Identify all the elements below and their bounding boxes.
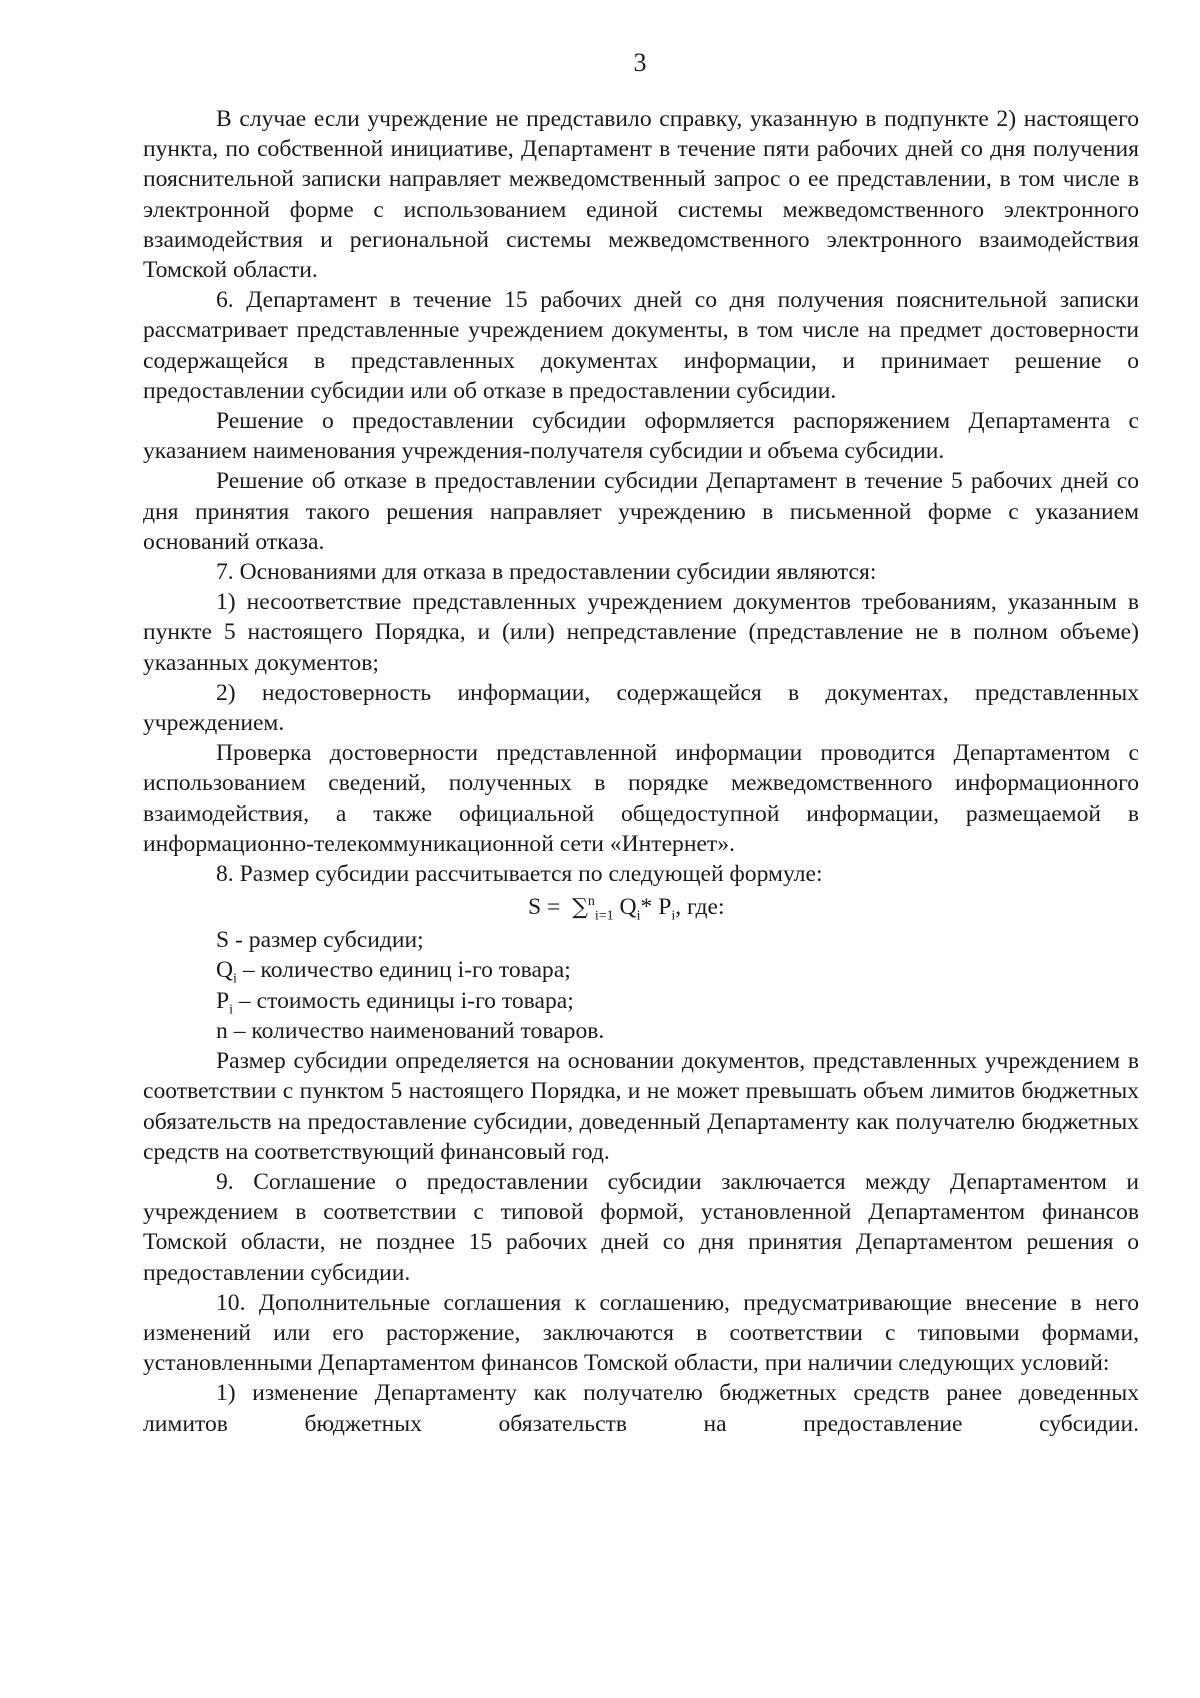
definition-p-symbol: P xyxy=(216,987,230,1014)
page-number: 3 xyxy=(633,48,647,77)
subsidy-formula xyxy=(143,889,1139,925)
formula-sigma: ∑ xyxy=(572,895,588,921)
paragraph-item-10: 10. Дополнительные соглашения к соглашению, предусматривающие внесение в него изменений или его расторжение, заключаются в соответствии с типовыми формами, установленными Департаментом финансов Томской области, при наличии следующих условий: xyxy=(143,1289,1139,1377)
formula-q-index: i xyxy=(636,909,641,924)
formula-q: Q xyxy=(619,894,637,921)
definition-p xyxy=(143,986,1139,1016)
definition-p-text: – стоимость единицы i-го товара; xyxy=(233,987,574,1014)
definition-s: S - размер субсидии; xyxy=(216,927,424,954)
paragraph-decision-refusal: Решение об отказе в предоставлении субсидии Департамент в течение 5 рабочих дней со дня принятия такого решения направляет учреждению в письменной форме с указанием оснований отказа. xyxy=(143,468,1139,555)
formula-tail: , где: xyxy=(675,894,725,921)
paragraph-item-6: 6. Департамент в течение 15 рабочих дней со дня получения пояснительной записки рассматривает представленные учреждением документы, в том числе на предмет достоверности содержащейся в представленных документах информации, и принимает решение о предоставлении субсидии или об отказе в предоставлении субсидии. xyxy=(143,287,1139,404)
definition-q-text: – количество единиц i-го товара; xyxy=(236,957,571,984)
paragraph-decision-grant: Решение о предоставлении субсидии оформляется распоряжением Департамента с указанием наименования учреждения-получателя субсидии и объема субсидии. xyxy=(143,408,1139,465)
paragraph-item-9: 9. Соглашение о предоставлении субсидии заключается между Департаментом и учреждением в соответствии с типовой формой, установленной Департаментом финансов Томской области, не позднее 15 рабочих дней со дня принятия Департаментом решения о предоставлении субсидии. xyxy=(143,1168,1139,1286)
paragraph-item-7-2: 2) недостоверность информации, содержащейся в документах, представленных учреждением. xyxy=(143,679,1139,737)
formula-lhs: S = xyxy=(528,894,561,921)
paragraph-verification: Проверка достоверности представленной информации проводится Департаментом с использованием сведений, полученных в порядке межведомственного информационного взаимодействия, а также официальной общедоступной информации, размещаемой в информационно-телекоммуникационной сети «Интернет». xyxy=(143,740,1139,857)
paragraph-interagency-request: В случае если учреждение не представило справку, указанную в подпункте 2) настоящего пункта, по собственной инициативе, Департамент в течение пяти рабочих дней со дня получения пояснительной записки направляет межведомственный запрос о ее представлении, в том числе в электронной форме с использованием единой системы межведомственного электронного взаимодействия и региональной системы межведомственного электронного взаимодействия Томской области. xyxy=(143,106,1139,284)
definition-p-index: i xyxy=(229,1002,234,1018)
definition-q xyxy=(143,955,1139,988)
formula-p: P xyxy=(658,894,672,921)
paragraph-item-8: 8. Размер субсидии рассчитывается по следующей формуле: xyxy=(216,861,823,888)
formula-p-index: i xyxy=(671,909,676,924)
definition-q-symbol: Q xyxy=(216,957,234,984)
formula-lower-limit: i=1 xyxy=(594,909,614,924)
formula-upper-limit: n xyxy=(587,894,595,910)
paragraph-subsidy-size: Размер субсидии определяется на основании документов, представленных учреждением в соответствии с пунктом 5 настоящего Порядка, и не может превышать объем лимитов бюджетных обязательств на предоставление субсидии, доведенный Департаменту как получателю бюджетных средств на соответствующий финансовый год. xyxy=(143,1048,1139,1165)
document-body xyxy=(143,104,1139,1439)
paragraph-item-10-1: 1) изменение Департаменту как получателю бюджетных средств ранее доведенных лимитов бюджетных обязательств на предоставление субсидии. xyxy=(143,1380,1139,1437)
paragraph-item-7: 7. Основаниями для отказа в предоставлении субсидии являются: xyxy=(216,559,877,586)
paragraph-item-7-1: 1) несоответствие представленных учреждением документов требованиям, указанным в пункте 5 настоящего Порядка, и (или) непредставление (представление не в полном объеме) указанных документов; xyxy=(143,589,1139,676)
definition-n: n – количество наименований товаров. xyxy=(216,1017,605,1044)
formula-times: * xyxy=(640,894,653,921)
definition-q-index: i xyxy=(233,972,237,988)
